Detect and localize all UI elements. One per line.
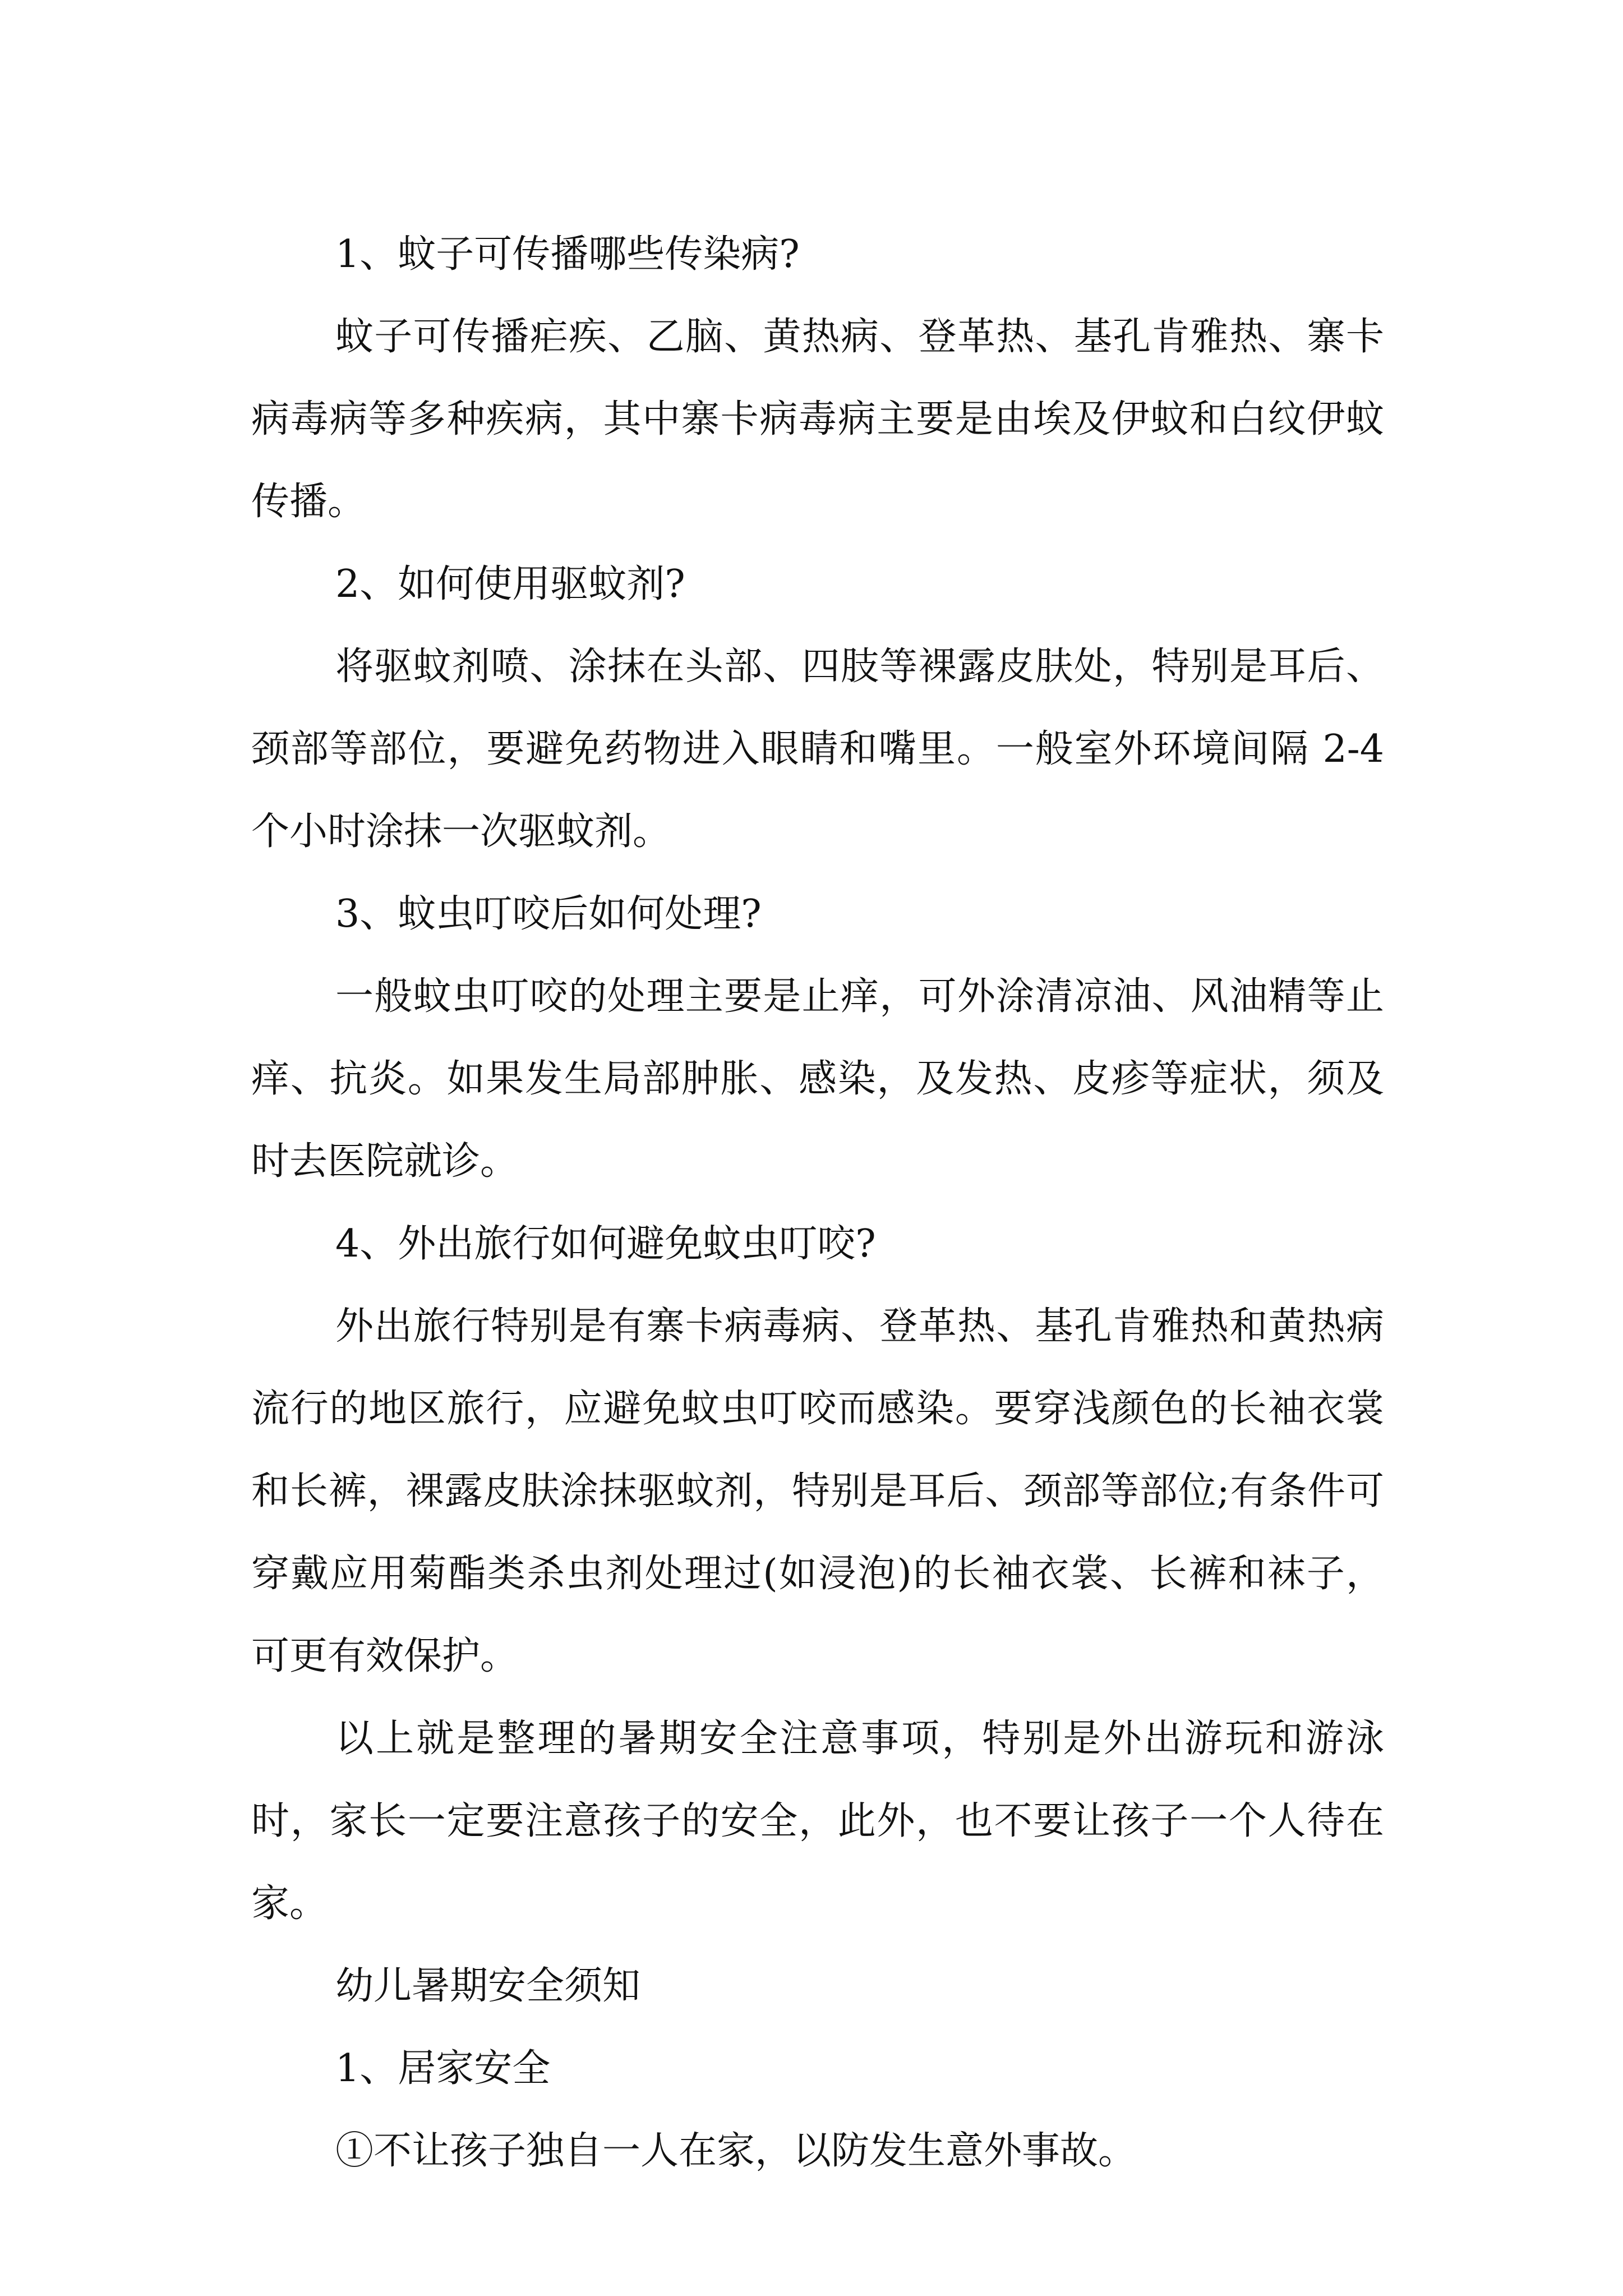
answer-paragraph-4: 外出旅行特别是有寨卡病毒病、登革热、基孔肯雅热和黄热病流行的地区旅行，应避免蚊虫叮咬而感染。要穿浅颜色的长袖衣裳和长裤，裸露皮肤涂抹驱蚊剂，特别是耳后、颈部等部位;有条件可穿戴应用菊酯类杀虫剂处理过(如浸泡)的长袖衣裳、长裤和袜子，可更有效保护。 <box>251 1304 1384 1678</box>
question-heading-1: 1、蚊子可传播哪些传染病? <box>335 232 800 277</box>
question-heading-4: 4、外出旅行如何避免蚊虫叮咬? <box>335 1222 876 1266</box>
list-item: ①不让孩子独自一人在家，以防发生意外事故。 <box>335 2129 1137 2173</box>
answer-paragraph-1: 蚊子可传播疟疾、乙脑、黄热病、登革热、基孔肯雅热、寨卡病毒病等多种疾病，其中寨卡病毒病主要是由埃及伊蚊和白纹伊蚊传播。 <box>251 315 1384 524</box>
answer-paragraph-3: 一般蚊虫叮咬的处理主要是止痒，可外涂清凉油、风油精等止痒、抗炎。如果发生局部肿胀、感染，及发热、皮疹等症状，须及时去医院就诊。 <box>251 974 1384 1184</box>
answer-paragraph-2: 将驱蚊剂喷、涂抹在头部、四肢等裸露皮肤处，特别是耳后、颈部等部位，要避免药物进入眼睛和嘴里。一般室外环境间隔 2-4 个小时涂抹一次驱蚊剂。 <box>251 645 1384 854</box>
document-body <box>251 213 1384 2192</box>
section-title: 幼儿暑期安全须知 <box>335 1964 641 2008</box>
question-heading-3: 3、蚊虫叮咬后如何处理? <box>335 892 762 936</box>
subsection-heading: 1、居家安全 <box>335 2046 551 2091</box>
summary-paragraph: 以上就是整理的暑期安全注意事项，特别是外出游玩和游泳时，家长一定要注意孩子的安全，此外，也不要让孩子一个人待在家。 <box>251 1717 1384 1926</box>
question-heading-2: 2、如何使用驱蚊剂? <box>335 562 685 606</box>
